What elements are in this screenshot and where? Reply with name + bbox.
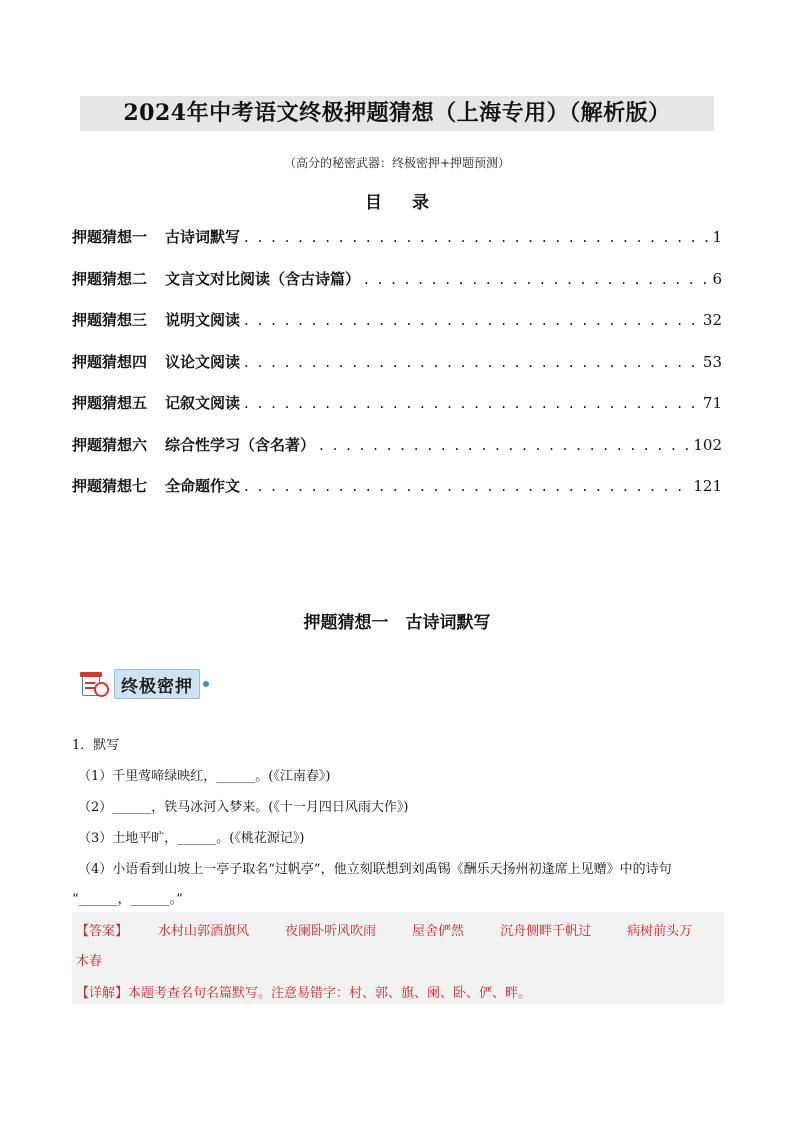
toc-entry[interactable] bbox=[72, 392, 722, 434]
toc-entry[interactable] bbox=[72, 434, 722, 476]
dot-icon bbox=[203, 681, 209, 687]
toc-leader-dots bbox=[364, 270, 708, 288]
toc-entry[interactable] bbox=[72, 226, 722, 268]
question-item: “______，______。” bbox=[72, 892, 183, 907]
document-subtitle: （高分的秘密武器：终极密押+押题预测） bbox=[283, 156, 511, 170]
toc-entry-page: 53 bbox=[702, 352, 722, 371]
toc-entry-label: 押题猜想四 bbox=[72, 352, 148, 371]
toc-leader-dots bbox=[319, 436, 689, 454]
toc-entry-page: 6 bbox=[712, 269, 722, 288]
section-badge bbox=[80, 668, 209, 700]
toc-entry[interactable] bbox=[72, 309, 722, 351]
document-seal-icon bbox=[80, 672, 110, 696]
toc-entry-page: 71 bbox=[702, 394, 722, 412]
toc-entry-page: 121 bbox=[693, 477, 722, 495]
toc-entry-label: 押题猜想三 bbox=[72, 311, 148, 329]
question-item: （1）千里莺啼绿映红，______。(《江南春》) bbox=[78, 769, 331, 784]
answer-item: 沉舟侧畔千帆过 bbox=[500, 924, 592, 939]
badge-label: 终极密押 bbox=[114, 669, 200, 699]
toc-entry-topic: 全命题作文 bbox=[165, 477, 241, 495]
toc-entry-label: 押题猜想五 bbox=[72, 394, 148, 412]
toc-leader-dots bbox=[244, 228, 708, 246]
toc-entry[interactable] bbox=[72, 351, 722, 393]
toc-entry-label: 押题猜想七 bbox=[72, 477, 148, 495]
detail-text: 本题考查名句名篇默写。注意易错字：村、郭、旗、阑、卧、俨、畔。 bbox=[128, 986, 532, 1001]
toc-entry-topic: 古诗词默写 bbox=[165, 228, 241, 246]
toc-entry-topic: 说明文阅读 bbox=[165, 311, 241, 329]
toc-leader-dots bbox=[244, 394, 699, 412]
toc-entry-topic: 议论文阅读 bbox=[165, 352, 241, 371]
toc-leader-dots bbox=[244, 353, 699, 371]
toc-entry[interactable] bbox=[72, 475, 722, 517]
answer-item: 病树前头万 bbox=[627, 924, 693, 939]
toc-heading: 目 录 bbox=[365, 193, 441, 213]
toc-entry-page: 1 bbox=[712, 228, 722, 246]
question-item: （2）______，铁马冰河入梦来。(《十一月四日风雨大作》) bbox=[78, 800, 409, 815]
toc-entry-label: 押题猜想一 bbox=[72, 228, 148, 246]
toc-entry-label: 押题猜想六 bbox=[72, 435, 148, 454]
toc-entry-topic: 文言文对比阅读（含古诗篇） bbox=[165, 269, 361, 288]
answer-item: 夜阑卧听风吹雨 bbox=[285, 924, 377, 939]
answer-line bbox=[76, 920, 692, 939]
toc-entry-label: 押题猜想二 bbox=[72, 269, 148, 288]
toc-entry-page: 102 bbox=[693, 435, 722, 454]
document-title: 2024年中考语文终极押题猜想（上海专用）（解析版） bbox=[80, 96, 714, 131]
table-of-contents bbox=[72, 226, 722, 517]
section-heading: 押题猜想一 古诗词默写 bbox=[303, 613, 491, 633]
question-item: （4）小语看到山坡上一亭子取名“过帆亭”，他立刻联想到刘禹锡《酬乐天扬州初逢席上见赠》中的诗句 bbox=[78, 862, 672, 877]
question-item: （3）土地平旷，______。(《桃花源记》) bbox=[78, 831, 305, 846]
toc-entry-topic: 综合性学习（含名著） bbox=[165, 435, 316, 454]
answer-continuation: 木春 bbox=[76, 954, 103, 969]
answer-tag: 【答案】 bbox=[76, 924, 129, 939]
answer-box bbox=[72, 912, 724, 1004]
answer-detail-line bbox=[76, 982, 531, 1001]
toc-leader-dots bbox=[244, 477, 689, 495]
toc-entry[interactable] bbox=[72, 268, 722, 310]
toc-entry-topic: 记叙文阅读 bbox=[165, 394, 241, 412]
detail-tag: 【详解】 bbox=[76, 986, 129, 1001]
answer-item: 水村山郭酒旗风 bbox=[158, 924, 250, 939]
toc-leader-dots bbox=[244, 311, 699, 329]
toc-entry-page: 32 bbox=[702, 311, 722, 329]
answer-item: 屋舍俨然 bbox=[412, 924, 465, 939]
question-stem: 1．默写 bbox=[72, 738, 120, 753]
